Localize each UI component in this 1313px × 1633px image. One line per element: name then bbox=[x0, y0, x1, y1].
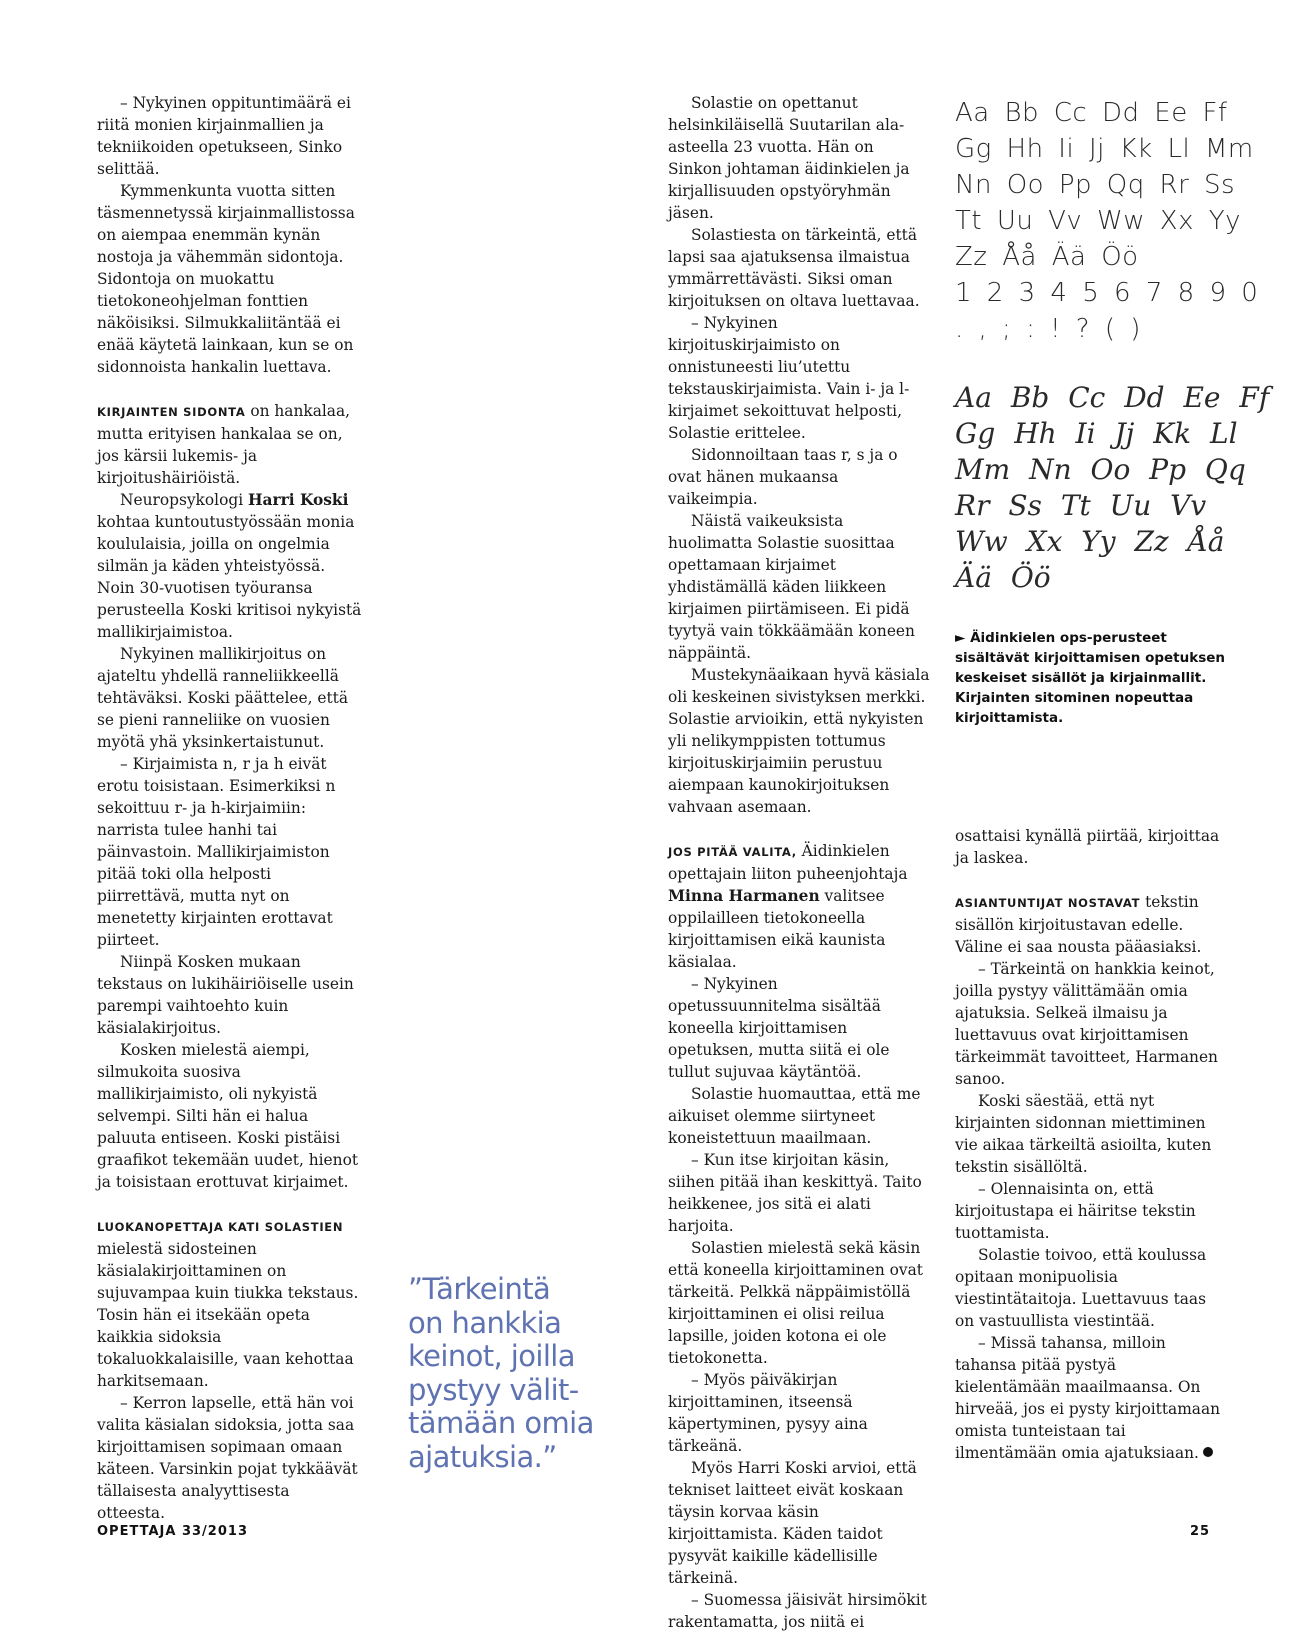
paragraph bbox=[955, 1178, 1225, 1244]
paragraph bbox=[668, 1083, 930, 1149]
paragraph bbox=[955, 1244, 1225, 1332]
end-mark-icon bbox=[1203, 1447, 1213, 1457]
paragraph bbox=[668, 973, 930, 1083]
alphabet-row: Mm Nn Oo Pp Qq bbox=[955, 453, 1246, 486]
paragraph-text: – Myös päiväkirjan kirjoittaminen, itseensä käpertyminen, pysyy aina tärkeänä. bbox=[668, 1371, 868, 1455]
article-column-3 bbox=[955, 825, 1225, 1464]
pull-quote-line: pystyy välit- bbox=[408, 1372, 579, 1407]
section-gap bbox=[668, 818, 930, 840]
article-column-1 bbox=[97, 92, 362, 1524]
paragraph-text: tekstin sisällön kirjoitustavan edelle. Väline ei saa nousta pääasiaksi. bbox=[955, 893, 1202, 956]
alphabet-row: Ää Öö bbox=[955, 561, 1051, 594]
paragraph-text: Äidinkielen opettajain liiton puheenjohtaja bbox=[668, 842, 908, 883]
lead-in: JOS PITÄÄ VALITA, bbox=[668, 845, 797, 859]
paragraph-text: mielestä sidosteinen käsialakirjoittaminen on sujuvampaa kuin tiukka tekstaus. Tosin hän ei itsekään opeta kaikkia sidoksia tokaluokkalaisille, vaan kehottaa harkitsemaan. bbox=[97, 1240, 359, 1390]
paragraph-text: Kosken mielestä aiempi, silmukoita suosiva mallikirjaimisto, oli nykyistä selvempi. Silti hän ei halua paluuta entiseen. Koski pistäisi graafikot tekemään uudet, hienot ja toisistaan erottuvat kirjaimet. bbox=[97, 1041, 359, 1191]
paragraph bbox=[955, 1332, 1225, 1464]
alphabet-row: Rr Ss Tt Uu Vv bbox=[955, 489, 1207, 522]
paragraph bbox=[97, 180, 362, 378]
paragraph bbox=[97, 1392, 362, 1524]
paragraph bbox=[955, 1090, 1225, 1178]
paragraph-text: Kymmenkunta vuotta sitten täsmennetyssä kirjainmallistossa on aiempaa enemmän kynän nostoja ja vähemmän sidontoja. Sidontoja on muokattu tietokoneohjelman fonttien näköisiksi. Silmukkaliitäntää ei enää käytetä lainkaan, kun se on sidonnoista hankalin luettava. bbox=[97, 182, 355, 376]
pull-quote-line: ”Tärkeintä bbox=[408, 1272, 551, 1306]
paragraph bbox=[97, 400, 362, 489]
alphabet-row: . , ; : ! ? ( ) bbox=[955, 314, 1141, 344]
paragraph-text: Koski säestää, että nyt kirjainten sidonnan miettiminen vie aikaa tärkeiltä asioilta, kuten tekstin sisällöltä. bbox=[955, 1092, 1212, 1176]
paragraph-text: Solastie on opettanut helsinkiläisellä Suutarilan ala-asteella 23 vuotta. Hän on Sinkon johtaman äidinkielen ja kirjallisuuden opstyöryhmän jäsen. bbox=[668, 94, 910, 222]
paragraph bbox=[955, 891, 1225, 958]
article-column-2 bbox=[668, 92, 930, 1633]
paragraph bbox=[668, 312, 930, 444]
paragraph-text: Solastien mielestä sekä käsin että koneella kirjoittaminen ovat tärkeitä. Pelkkä näppäimistöllä kirjoittaminen ei olisi reilua lapsille, joiden kotona ei ole tietokonetta. bbox=[668, 1239, 923, 1367]
alphabet-row: Aa Bb Cc Dd Ee Ff bbox=[955, 381, 1270, 414]
lead-in: LUOKANOPETTAJA KATI SOLASTIEN bbox=[97, 1220, 344, 1234]
alphabet-row: Zz Åå Ää Öö bbox=[955, 242, 1139, 272]
paragraph bbox=[97, 489, 362, 643]
paragraph bbox=[668, 840, 930, 973]
pull-quote bbox=[408, 1273, 623, 1474]
paragraph-text: – Missä tahansa, milloin tahansa pitää pystyä kielentämään maailmaansa. On hirveää, jos ei pysty kirjoittamaan omista tunteistaan tai ilmentämään omia ajatuksiaan. bbox=[955, 1334, 1221, 1462]
image-caption: ► Äidinkielen ops-perusteet sisältävät kirjoittamisen opetuksen keskeiset sisällöt ja kirjainmallit. Kirjainten sitominen nopeuttaa kirjoittamista. bbox=[955, 630, 1226, 726]
paragraph-text: – Suomessa jäisivät hirsimökit rakentamatta, jos niitä ei bbox=[668, 1591, 927, 1631]
alphabet-row: Ww Xx Yy Zz Åå bbox=[955, 525, 1225, 558]
print-alphabet-sample bbox=[955, 95, 1259, 347]
paragraph bbox=[668, 92, 930, 224]
pull-quote-line: keinot, joilla bbox=[408, 1339, 575, 1373]
pull-quote-line: on hankkia bbox=[408, 1305, 562, 1340]
paragraph-text: – Olennaisinta on, että kirjoitustapa ei häiritse tekstin tuottamista. bbox=[955, 1180, 1196, 1242]
paragraph bbox=[955, 958, 1225, 1090]
paragraph-text: osattaisi kynällä piirtää, kirjoittaa ja laskea. bbox=[955, 827, 1220, 867]
paragraph-text: valitsee oppilailleen tietokoneella kirjoittamisen eikä kaunista käsialaa. bbox=[668, 887, 886, 971]
paragraph-text: Nykyinen mallikirjoitus on ajateltu yhdellä ranneliikkeellä tehtäväksi. Koski päättelee, että se pieni ranneliike on vuosien myötä yhä yksinkertaistunut. bbox=[97, 645, 349, 751]
paragraph-text: – Nykyinen kirjoituskirjaimisto on onnistuneesti liu’utettu tekstauskirjaimista. Vain i- ja l-kirjaimet sekoittuvat helposti, Solastie erittelee. bbox=[668, 314, 910, 442]
alphabet-row: Nn Oo Pp Qq Rr Ss bbox=[955, 170, 1236, 200]
alphabet-row: Tt Uu Vv Ww Xx Yy bbox=[955, 206, 1242, 236]
paragraph bbox=[668, 1149, 930, 1237]
paragraph bbox=[97, 1039, 362, 1193]
paragraph-text: Neuropsykologi bbox=[120, 491, 249, 509]
paragraph-text: Solastie toivoo, että koulussa opitaan monipuolisia viestintätaitoja. Luettavuus taas on vastuullista viestintää. bbox=[955, 1246, 1207, 1330]
paragraph bbox=[97, 753, 362, 951]
alphabet-row: Gg Hh Ii Jj Kk Ll bbox=[955, 417, 1238, 450]
page-number: 25 bbox=[1190, 1524, 1211, 1539]
paragraph bbox=[97, 643, 362, 753]
lead-in: KIRJAINTEN SIDONTA bbox=[97, 405, 246, 419]
section-gap bbox=[97, 378, 362, 400]
person-name: Minna Harmanen bbox=[668, 887, 820, 905]
pull-quote-line: tämään omia bbox=[408, 1406, 594, 1440]
paragraph-text: Sidonnoiltaan taas r, s ja o ovat hänen mukaansa vaikeimpia. bbox=[668, 446, 898, 508]
alphabet-row: Aa Bb Cc Dd Ee Ff bbox=[955, 98, 1228, 128]
paragraph bbox=[668, 444, 930, 510]
paragraph-text: – Tärkeintä on hankkia keinot, joilla pystyy välittämään omia ajatuksia. Selkeä ilmaisu ja luettavuus ovat kirjoittamisen tärkeimmät tavoitteet, Harmanen sanoo. bbox=[955, 960, 1218, 1088]
paragraph bbox=[97, 92, 362, 180]
paragraph-text: on hankalaa, mutta erityisen hankalaa se on, jos kärsii lukemis- ja kirjoitushäiriöistä. bbox=[97, 402, 351, 487]
paragraph-text: – Kirjaimista n, r ja h eivät erotu toisistaan. Esimerkiksi n sekoittuu r- ja h-kirjaimiin: narrista tulee hanhi tai päinvastoin. Mallikirjaimiston pitää toki olla helposti piirrettävä, mutta nyt on menetetty kirjainten erottavat piirteet. bbox=[97, 755, 336, 949]
paragraph-text: Näistä vaikeuksista huolimatta Solastie suosittaa opettamaan kirjaimet yhdistämällä käden liikkeen kirjaimen piirtämiseen. Ei pidä tyytyä vain tökkäämään koneen näppäintä. bbox=[668, 512, 915, 662]
paragraph-text: Niinpä Kosken mukaan tekstaus on lukihäiriöiselle usein parempi vaihtoehto kuin käsialakirjoitus. bbox=[97, 953, 354, 1037]
paragraph-text: Solastiesta on tärkeintä, että lapsi saa ajatuksensa ilmaistua ymmärrettävästi. Siksi oman kirjoituksen on oltava luettavaa. bbox=[668, 226, 920, 310]
pull-quote-line: ajatuksia.” bbox=[408, 1439, 557, 1474]
alphabet-row: Gg Hh Ii Jj Kk Ll Mm bbox=[955, 134, 1254, 164]
alphabet-row: 1 2 3 4 5 6 7 8 9 0 bbox=[955, 278, 1259, 308]
paragraph-text: – Nykyinen opetussuunnitelma sisältää koneella kirjoittamisen opetuksen, mutta siitä ei ole tullut sujuvaa käytäntöä. bbox=[668, 975, 890, 1081]
paragraph bbox=[668, 1237, 930, 1369]
paragraph-text: – Kerron lapselle, että hän voi valita käsialan sidoksia, jotta saa kirjoittamisen sopimaan omaan käteen. Varsinkin pojat tykkäävät tällaisesta analyyttisesta otteesta. bbox=[97, 1394, 358, 1522]
lead-in: ASIANTUNTIJAT NOSTAVAT bbox=[955, 896, 1141, 910]
paragraph-text: kohtaa kuntoutustyössään monia koululaisia, joilla on ongelmia silmän ja käden yhteistyössä. Noin 30-vuotisen työuransa perusteella Koski kritisoi nykyistä mallikirjaimistoa. bbox=[97, 513, 362, 641]
magazine-issue: OPETTAJA 33/2013 bbox=[97, 1524, 248, 1539]
section-gap bbox=[97, 1193, 362, 1215]
paragraph bbox=[668, 510, 930, 664]
paragraph bbox=[97, 951, 362, 1039]
paragraph bbox=[955, 825, 1225, 869]
paragraph bbox=[668, 1369, 930, 1457]
paragraph bbox=[97, 1215, 362, 1392]
paragraph-text: Myös Harri Koski arvioi, että tekniset laitteet eivät koskaan täysin korvaa käsin kirjoittamista. Käden taidot pysyvät kaikille kädellisille tärkeinä. bbox=[668, 1459, 917, 1587]
paragraph bbox=[668, 224, 930, 312]
paragraph bbox=[668, 1589, 930, 1633]
paragraph-text: – Nykyinen oppituntimäärä ei riitä monien kirjainmallien ja tekniikoiden opetukseen, Sinko selittää. bbox=[97, 94, 351, 178]
paragraph-text: Solastie huomauttaa, että me aikuiset olemme siirtyneet koneistettuun maailmaan. bbox=[668, 1085, 921, 1147]
paragraph bbox=[668, 1457, 930, 1589]
paragraph-text: Mustekynäaikaan hyvä käsiala oli keskeinen sivistyksen merkki. Solastie arvioikin, että nykyisten yli nelikymppisten tottumus kirjoituskirjaimiin perustuu aiempaan kaunokirjoituksen vahvaan asemaan. bbox=[668, 666, 930, 816]
cursive-alphabet-sample bbox=[955, 380, 1270, 596]
paragraph-text: – Kun itse kirjoitan käsin, siihen pitää ihan keskittyä. Taito heikkenee, jos sitä ei alati harjoita. bbox=[668, 1151, 922, 1235]
section-gap bbox=[955, 869, 1225, 891]
person-name: Harri Koski bbox=[248, 491, 349, 509]
paragraph bbox=[668, 664, 930, 818]
